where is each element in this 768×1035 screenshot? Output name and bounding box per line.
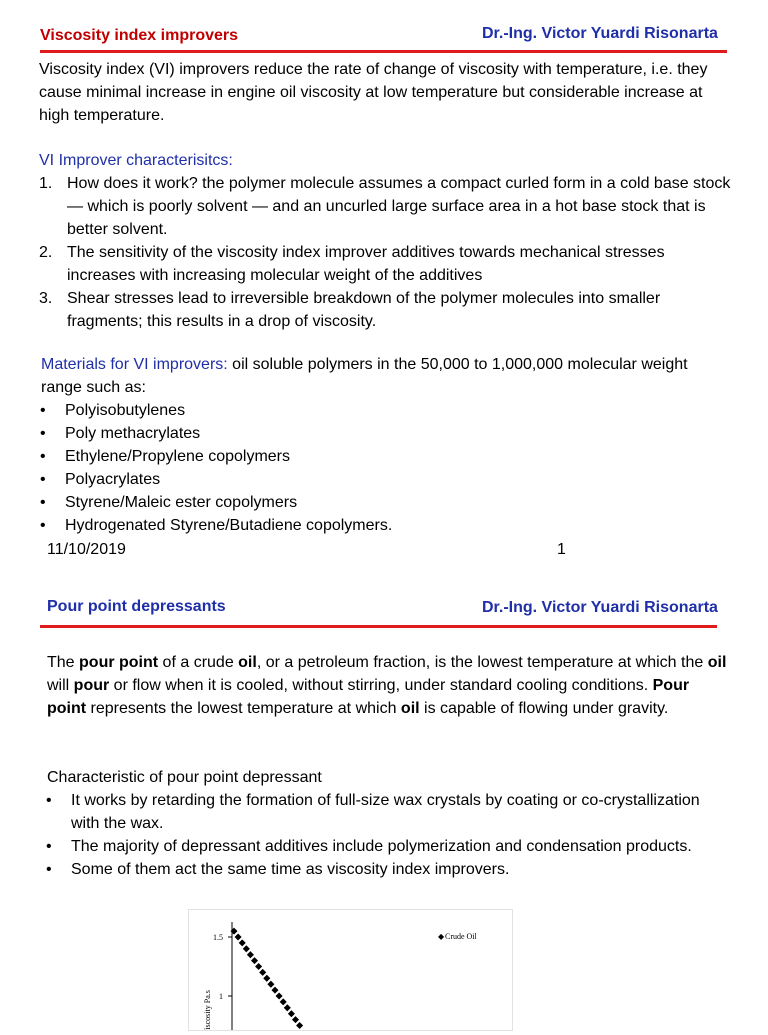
bullet-icon: •	[40, 517, 46, 534]
list-item	[40, 445, 705, 468]
list-item	[46, 789, 721, 835]
slide2-characteristic-heading: Characteristic of pour point depressant	[47, 769, 322, 786]
data-point	[284, 1004, 291, 1011]
data-point	[239, 939, 246, 946]
definition-text: , or a petroleum fraction, is the lowest temperature at which the	[256, 654, 708, 671]
list-item	[40, 514, 705, 537]
list-item-text: Hydrogenated Styrene/Butadiene copolymers.	[65, 517, 393, 534]
viscosity-chart	[188, 909, 513, 1031]
list-item-text: The sensitivity of the viscosity index improver additives towards mechanical stresses increases with increasing molecular weight of the additives	[67, 244, 665, 284]
list-item-text: It works by retarding the formation of full-size wax crystals by coating or co-crystallization with the wax.	[71, 792, 700, 832]
list-item-text: How does it work? the polymer molecule assumes a compact curled form in a cold base stock — which is poorly solvent — and an uncurled large surface area in a hot base stock that is better solvent.	[67, 175, 731, 238]
list-item	[40, 399, 705, 422]
data-point	[243, 945, 250, 952]
slide1-intro: Viscosity index (VI) improvers reduce the rate of change of viscosity with temperature, i.e. they cause minimal increase in engine oil viscosity at low temperature but considerable increase at high temperature.	[39, 61, 708, 124]
slide1-page-number: 1	[557, 541, 566, 558]
slide1-characteristics-heading: VI Improver characterisitcs:	[39, 152, 233, 169]
list-item-text: Poly methacrylates	[65, 425, 201, 442]
y-axis-label: Viscosity Pa.s	[203, 990, 212, 1030]
data-point	[251, 957, 258, 964]
data-point	[259, 969, 266, 976]
data-point	[247, 951, 254, 958]
data-point	[271, 987, 278, 994]
keyword: pour	[73, 677, 110, 694]
slide1-materials-intro	[41, 353, 731, 399]
keyword: oil	[707, 654, 727, 671]
slide1-characteristics-list	[39, 172, 732, 333]
definition-text: The	[47, 654, 80, 671]
bullet-icon: •	[46, 792, 52, 809]
slide1-materials-list	[40, 399, 705, 537]
list-number: 2.	[39, 244, 53, 261]
list-item	[40, 422, 705, 445]
list-item-text: Polyisobutylenes	[65, 402, 186, 419]
data-point	[288, 1010, 295, 1017]
list-number: 3.	[39, 290, 53, 307]
legend-label: Crude Oil	[445, 932, 477, 941]
slide2-characteristics-list	[46, 789, 721, 881]
list-item-text: Shear stresses lead to irreversible breakdown of the polymer molecules into smaller fragments; this results in a drop of viscosity.	[67, 290, 661, 330]
y-tick-label: 1.5	[213, 933, 223, 942]
legend-marker-icon: ◆	[438, 932, 445, 941]
viscosity-chart-svg	[189, 910, 512, 1030]
list-item-text: Some of them act the same time as viscosity index improvers.	[71, 861, 510, 878]
bullet-icon: •	[40, 402, 46, 419]
slide2-author: Dr.-Ing. Victor Yuardi Risonarta	[482, 599, 718, 616]
slide2-title: Pour point depressants	[47, 598, 226, 615]
slide1-date: 11/10/2019	[47, 541, 126, 558]
materials-heading: Materials for VI improvers:	[41, 356, 228, 373]
list-item-text: Polyacrylates	[65, 471, 161, 488]
list-item	[39, 172, 732, 241]
list-item	[40, 468, 705, 491]
definition-text: of a crude	[158, 654, 239, 671]
slide1-author: Dr.-Ing. Victor Yuardi Risonarta	[482, 25, 718, 42]
bullet-icon: •	[46, 838, 52, 855]
keyword: pour point	[79, 654, 159, 671]
bullet-icon: •	[46, 861, 52, 878]
list-item	[40, 491, 705, 514]
crude-oil-series	[230, 928, 303, 1029]
list-number: 1.	[39, 175, 53, 192]
slide2-title-rule	[40, 625, 717, 628]
bullet-icon: •	[40, 471, 46, 488]
keyword: Pour point	[47, 677, 690, 717]
data-point	[276, 992, 283, 999]
materials-intro-text: oil soluble polymers in the 50,000 to 1,000,000 molecular weight range such as:	[41, 356, 688, 396]
bullet-icon: •	[40, 425, 46, 442]
slide1-title: Viscosity index improvers	[40, 27, 239, 44]
slide1-title-rule	[40, 50, 727, 53]
definition-text: is capable of flowing under gravity.	[419, 700, 669, 717]
keyword: oil	[238, 654, 257, 671]
bullet-icon: •	[40, 494, 46, 511]
bullet-icon: •	[40, 448, 46, 465]
list-item-text: Ethylene/Propylene copolymers	[65, 448, 291, 465]
definition-text: will	[47, 677, 74, 694]
data-point	[296, 1022, 303, 1029]
list-item	[46, 858, 721, 881]
definition-text: or flow when it is cooled, without stirring, under standard cooling conditions.	[109, 677, 653, 694]
y-tick-label: 1	[219, 992, 223, 1001]
data-point	[235, 933, 242, 940]
list-item-text: Styrene/Maleic ester copolymers	[65, 494, 298, 511]
keyword: oil	[400, 700, 420, 717]
data-point	[280, 998, 287, 1005]
list-item	[39, 287, 732, 333]
data-point	[263, 975, 270, 982]
data-point	[292, 1016, 299, 1023]
list-item-text: The majority of depressant additives include polymerization and condensation products.	[71, 838, 692, 855]
data-point	[267, 981, 274, 988]
list-item	[39, 241, 732, 287]
data-point	[255, 963, 262, 970]
slide2-definition	[47, 651, 727, 720]
list-item	[46, 835, 721, 858]
definition-text: represents the lowest temperature at which	[86, 700, 401, 717]
